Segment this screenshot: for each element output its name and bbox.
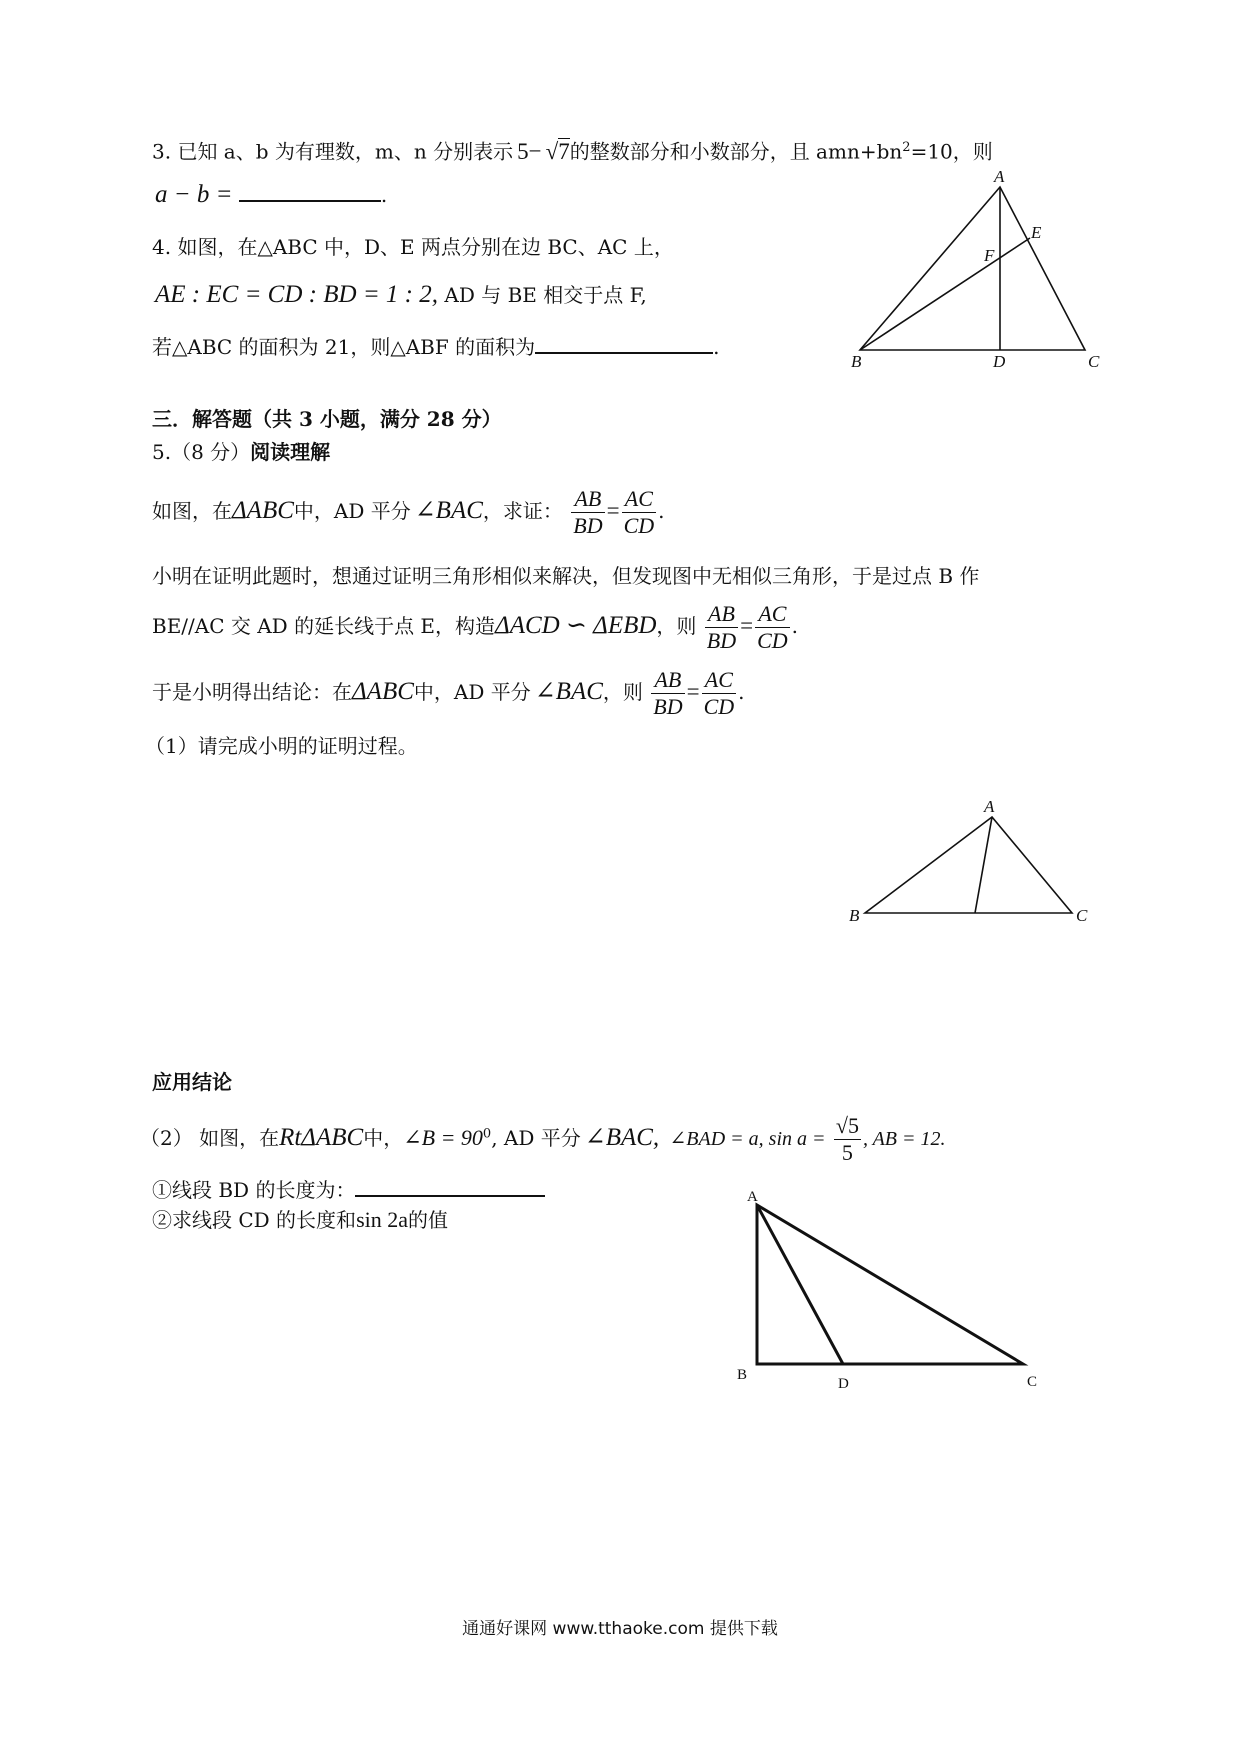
q5-explanation-line2: BE//AC 交 AD 的延长线于点 E，构造ΔACD ∽ ΔEBD，则 $\frac{AB}{BD}$ = $\frac{AC}{CD}$ . [152,601,799,653]
q3-answer-blank[interactable] [239,180,381,202]
q5-right-triangle-abc [757,1205,1023,1364]
q5-segment-ad [975,817,992,913]
q4-label-e: E [1031,223,1042,242]
q4-triangle-abc [860,187,1085,350]
q5-problem-statement: 如图，在ΔABC中，AD 平分 ∠BAC，求证： $\frac{AB}{BD}$ = $\frac{AC}{CD}$ . [152,486,665,538]
q4-label-d: D [993,352,1006,371]
q3-line1: 3. 已知 a、b 为有理数，m、n 分别表示 5− √7的整数部分和小数部分，且 $amn+bn^2=10$，则 [152,138,993,164]
q4-triangle-figure [850,165,1130,380]
q5-fig2-label-d: D [838,1376,849,1392]
apply-conclusion-heading: 应用结论 [152,1070,232,1094]
q5-conclusion: 于是小明得出结论：在ΔABC中，AD 平分 ∠BAC，则 $\frac{AB}{BD}$ = $\frac{AC}{CD}$ . [152,667,745,719]
q4-line3: 若△ABC 的面积为 21，则△ABF 的面积为 . [152,332,719,362]
q5-subpart-1: ①线段 BD 的长度为： [152,1175,545,1205]
q5-subpart-2: ②求线段 CD 的长度和sin 2a的值 [152,1207,449,1232]
q5-explanation-line1: 小明在证明此题时，想通过证明三角形相似来解决，但发现图中无相似三角形，于是过点 B 作 [152,564,980,588]
q4-label-c: C [1088,352,1100,371]
q5-right-triangle-figure [725,1190,1045,1405]
fraction-ab-bd-2: $\frac{AB}{BD}$ [706,601,737,653]
q5-triangle-abc [865,817,1072,913]
fraction-sqrt5-over-5: $\frac{√5}{5}$ [835,1113,859,1165]
q4-line2: AE : EC = CD : BD = 1 : 2, AD 与 BE 相交于点 F, [155,281,647,308]
q5-label-b: B [849,906,860,925]
q5-part2-statement: （2） 如图，在RtΔABC中，∠B = $90^0$, AD 平分 ∠BAC, ∠BAD = a, sin a = $\frac{√5}{5}$ , AB = 12. [140,1113,946,1165]
q5-fig2-label-a: A [747,1190,758,1205]
q4-label-a: A [994,167,1005,186]
page-footer: 通通好课网 www.tthaoke.com 提供下载 [462,1619,778,1639]
q3-answer-line: a − b = . [155,181,388,208]
q5-segment-ad-bisector [757,1205,843,1364]
q5-triangle-figure [840,795,1100,935]
q5-heading: 5.（8 分）阅读理解 [152,440,331,464]
fraction-ab-bd: $\frac{AB}{BD}$ [573,486,603,538]
q5-part1-prompt: （1）请完成小明的证明过程。 [145,734,418,758]
q5-fig2-label-c: C [1027,1374,1038,1390]
q5-label-a: A [984,797,995,816]
fraction-ab-bd-3: $\frac{AB}{BD}$ [653,667,683,719]
q4-answer-blank[interactable] [535,332,713,354]
q5-label-c: C [1076,906,1088,925]
q4-label-f: F [984,246,995,265]
fraction-ac-cd-2: $\frac{AC}{CD}$ [757,601,788,653]
fraction-ac-cd-3: $\frac{AC}{CD}$ [703,667,735,719]
bd-length-answer-blank[interactable] [355,1175,545,1197]
q4-label-b: B [851,352,862,371]
q4-line1: 4. 如图，在△ABC 中，D、E 两点分别在边 BC、AC 上， [152,235,674,259]
section-3-heading: 三．解答题（共 3 小题，满分 28 分） [152,407,502,431]
q4-segment-be [860,238,1030,350]
q5-fig2-label-b: B [737,1367,748,1383]
fraction-ac-cd: $\frac{AC}{CD}$ [623,486,655,538]
